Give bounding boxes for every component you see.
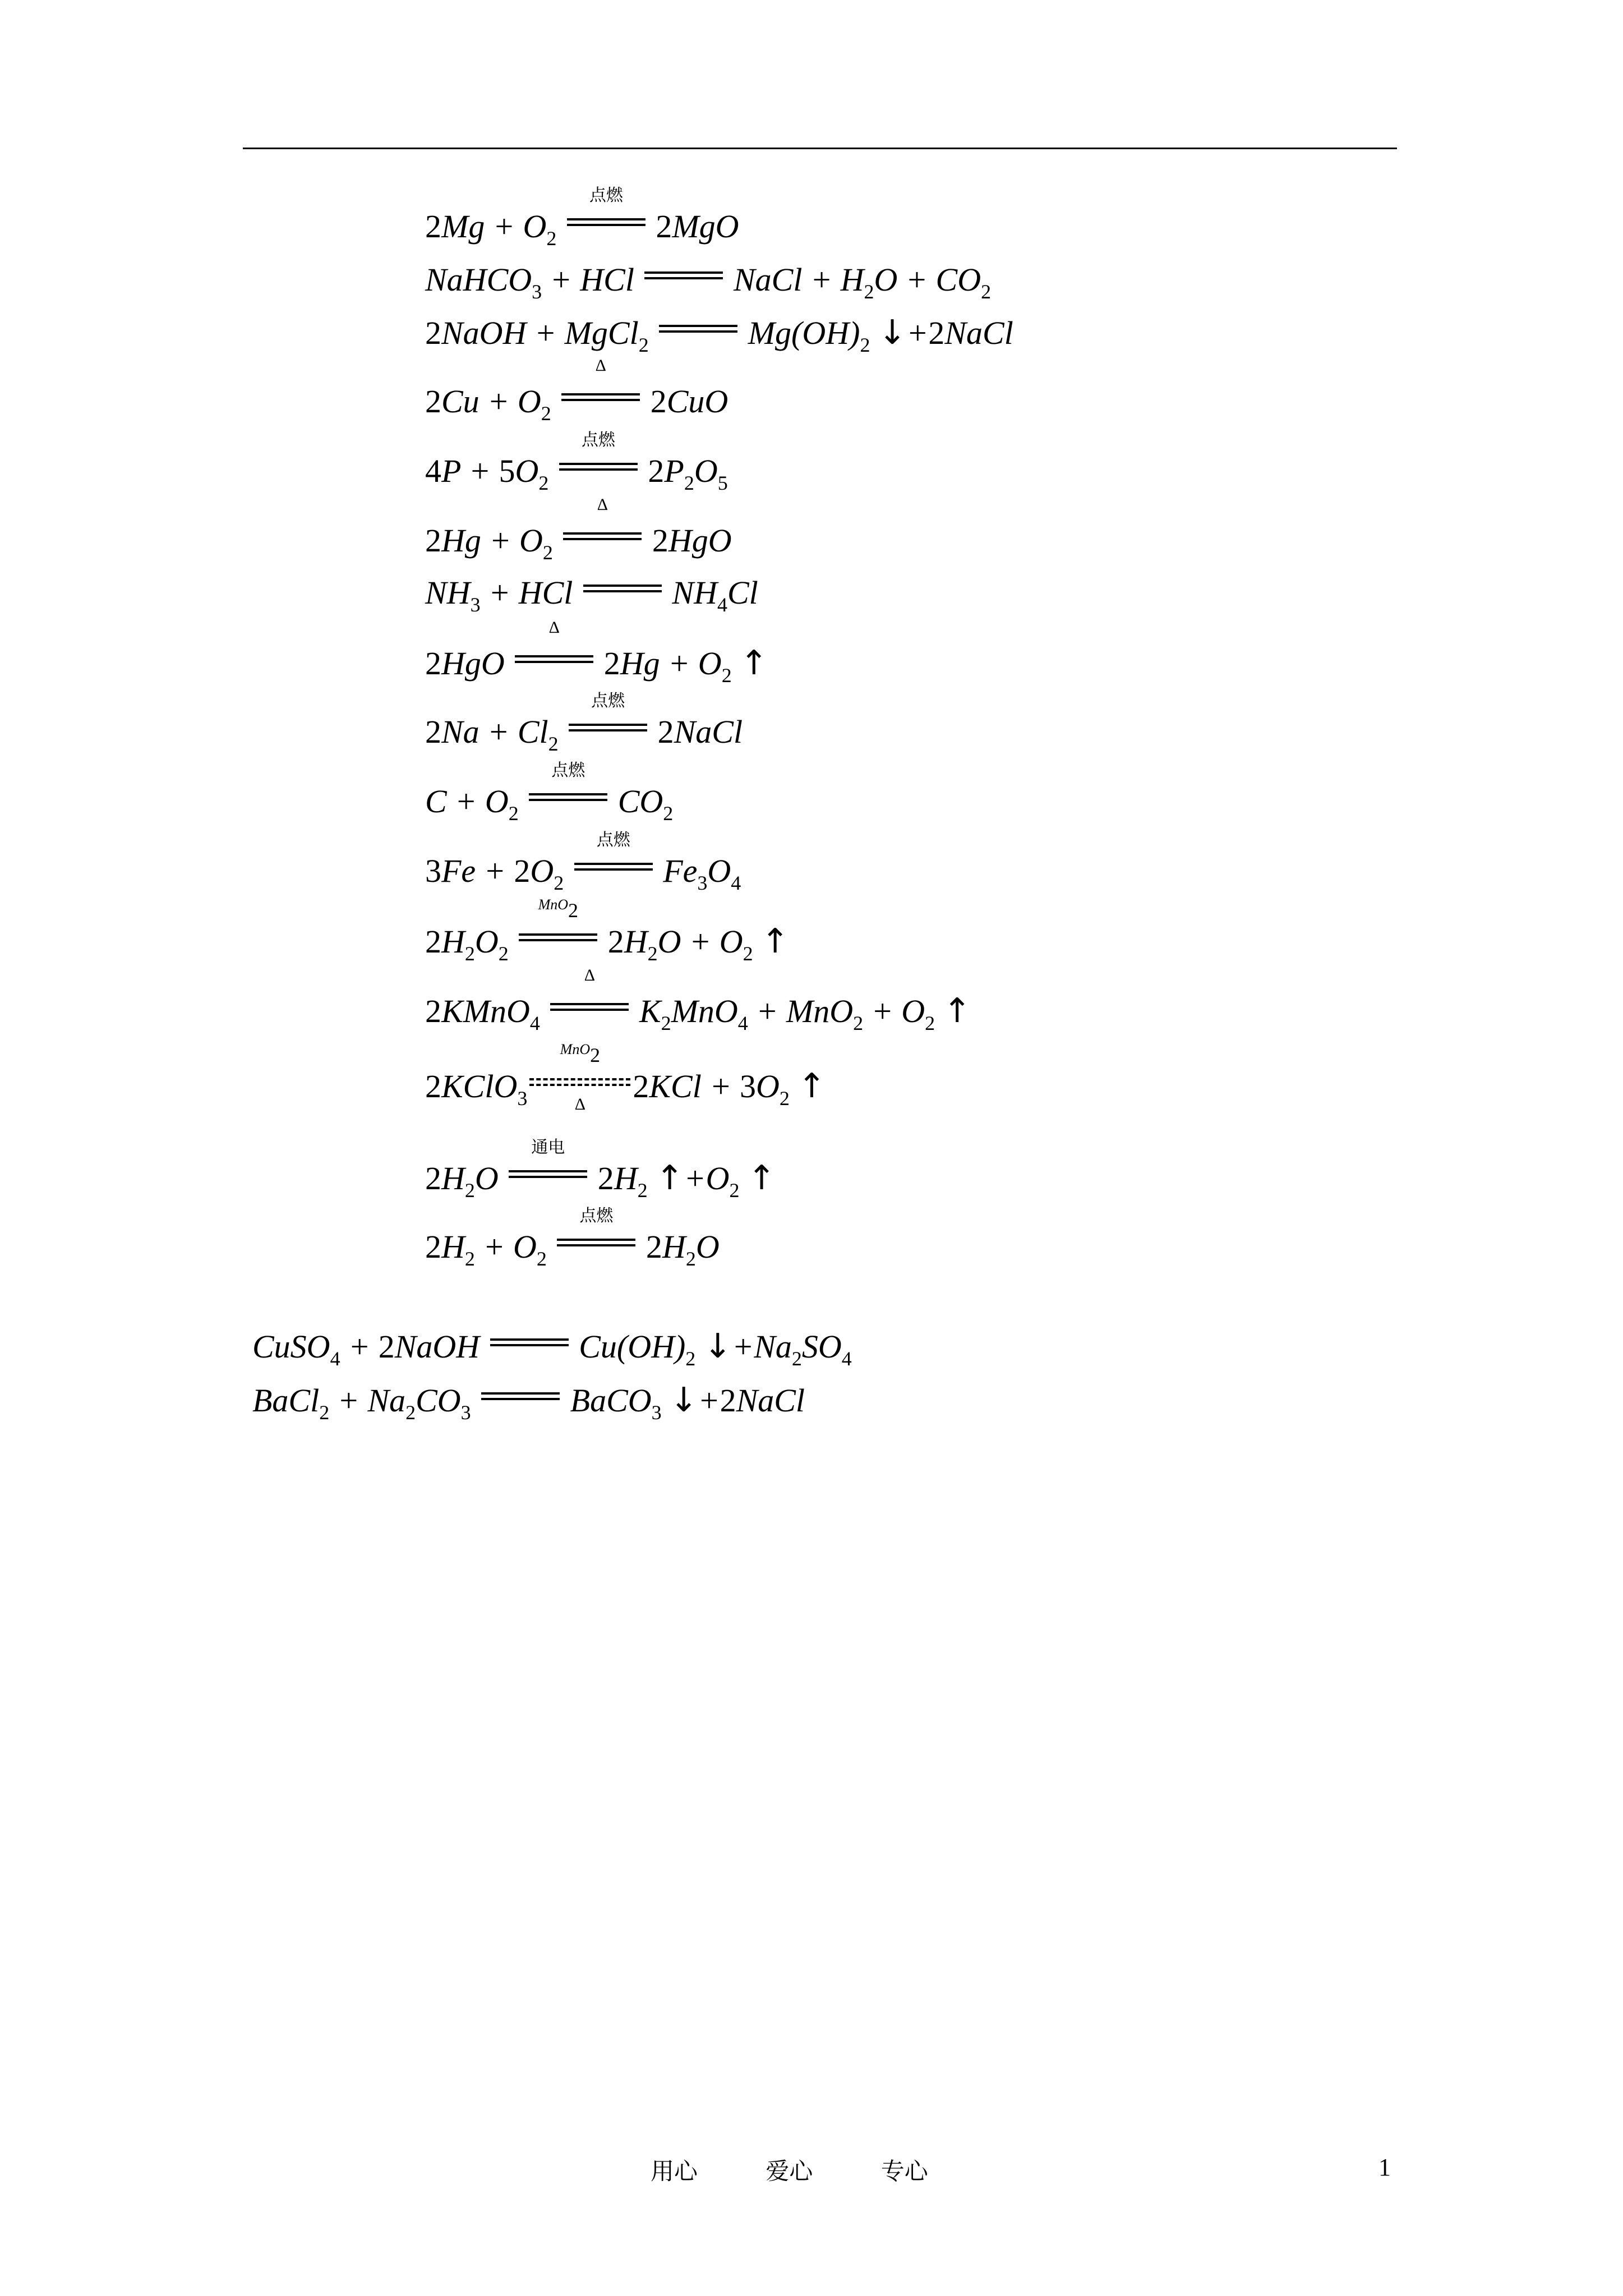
chemical-equation: CuSO$_4$ + 2NaOH $Cu(OH)_2$ $↓+Na_2SO_4$ (252, 1327, 852, 1370)
chemical-equation: BaCl$_2$ + $Na_2CO_3$ BaCO$_3$ ↓+2NaCl (252, 1381, 805, 1424)
chemical-equation: 2KClO$_3$ MnO$_2$ Δ $2KCl + 3O_2$ ↑ (425, 1041, 826, 1114)
chemical-equation: $2Cu + O_2$ Δ 2CuO (425, 356, 728, 425)
chemical-equation: $C + O_2$ 点燃 $CO_2$ (425, 761, 674, 825)
footer-item: 用心 (651, 2157, 698, 2185)
chemical-equation: $4P + 5O_2$ 点燃 $2P_2O_5$ (425, 431, 728, 494)
chemical-equation: $2H_2O_2$ MnO$_2$ $2H_2O + O_2$ ↑ (425, 896, 790, 965)
chemical-equation: $2Na + Cl_2$ 点燃 2NaCl (425, 692, 743, 755)
chemical-equation: $2H_2O$ 通电 $2H_2$ $↑+O_2$ ↑ (425, 1138, 776, 1202)
chemical-equation: $2Mg + O_2$ 点燃 2MgO (425, 186, 739, 250)
chemical-equation: 2KMnO$_4$ Δ $K_2MnO_4 + MnO_2 + O_2$ ↑ (425, 966, 971, 1034)
chemical-equation: 2NaOH + MgCl$_2$ $Mg(OH)_2$ ↓+2NaCl (425, 313, 1013, 356)
chemical-equation: $2H_2 + O_2$ 点燃 $2H_2O$ (425, 1207, 720, 1270)
chemical-equation: $2Hg + O_2$ Δ 2HgO (425, 495, 732, 564)
chemical-equation: $NH_3$ + HCl $NH_4Cl$ (425, 574, 758, 616)
footer-motto (651, 2153, 989, 2187)
chemical-equation: $3Fe + 2O_2$ 点燃 $Fe_3O_4$ (425, 831, 741, 894)
header-rule (243, 148, 1397, 149)
chemical-equation: 2HgO Δ $2Hg + O_2$ ↑ (425, 618, 768, 687)
footer-item: 专心 (880, 2157, 928, 2185)
page-number: 1 (1378, 2154, 1391, 2181)
footer-item: 爱心 (766, 2157, 813, 2185)
chemical-equation: NaHCO$_3$ + HCl NaCl + $H_2O + CO_2$ (425, 261, 992, 303)
